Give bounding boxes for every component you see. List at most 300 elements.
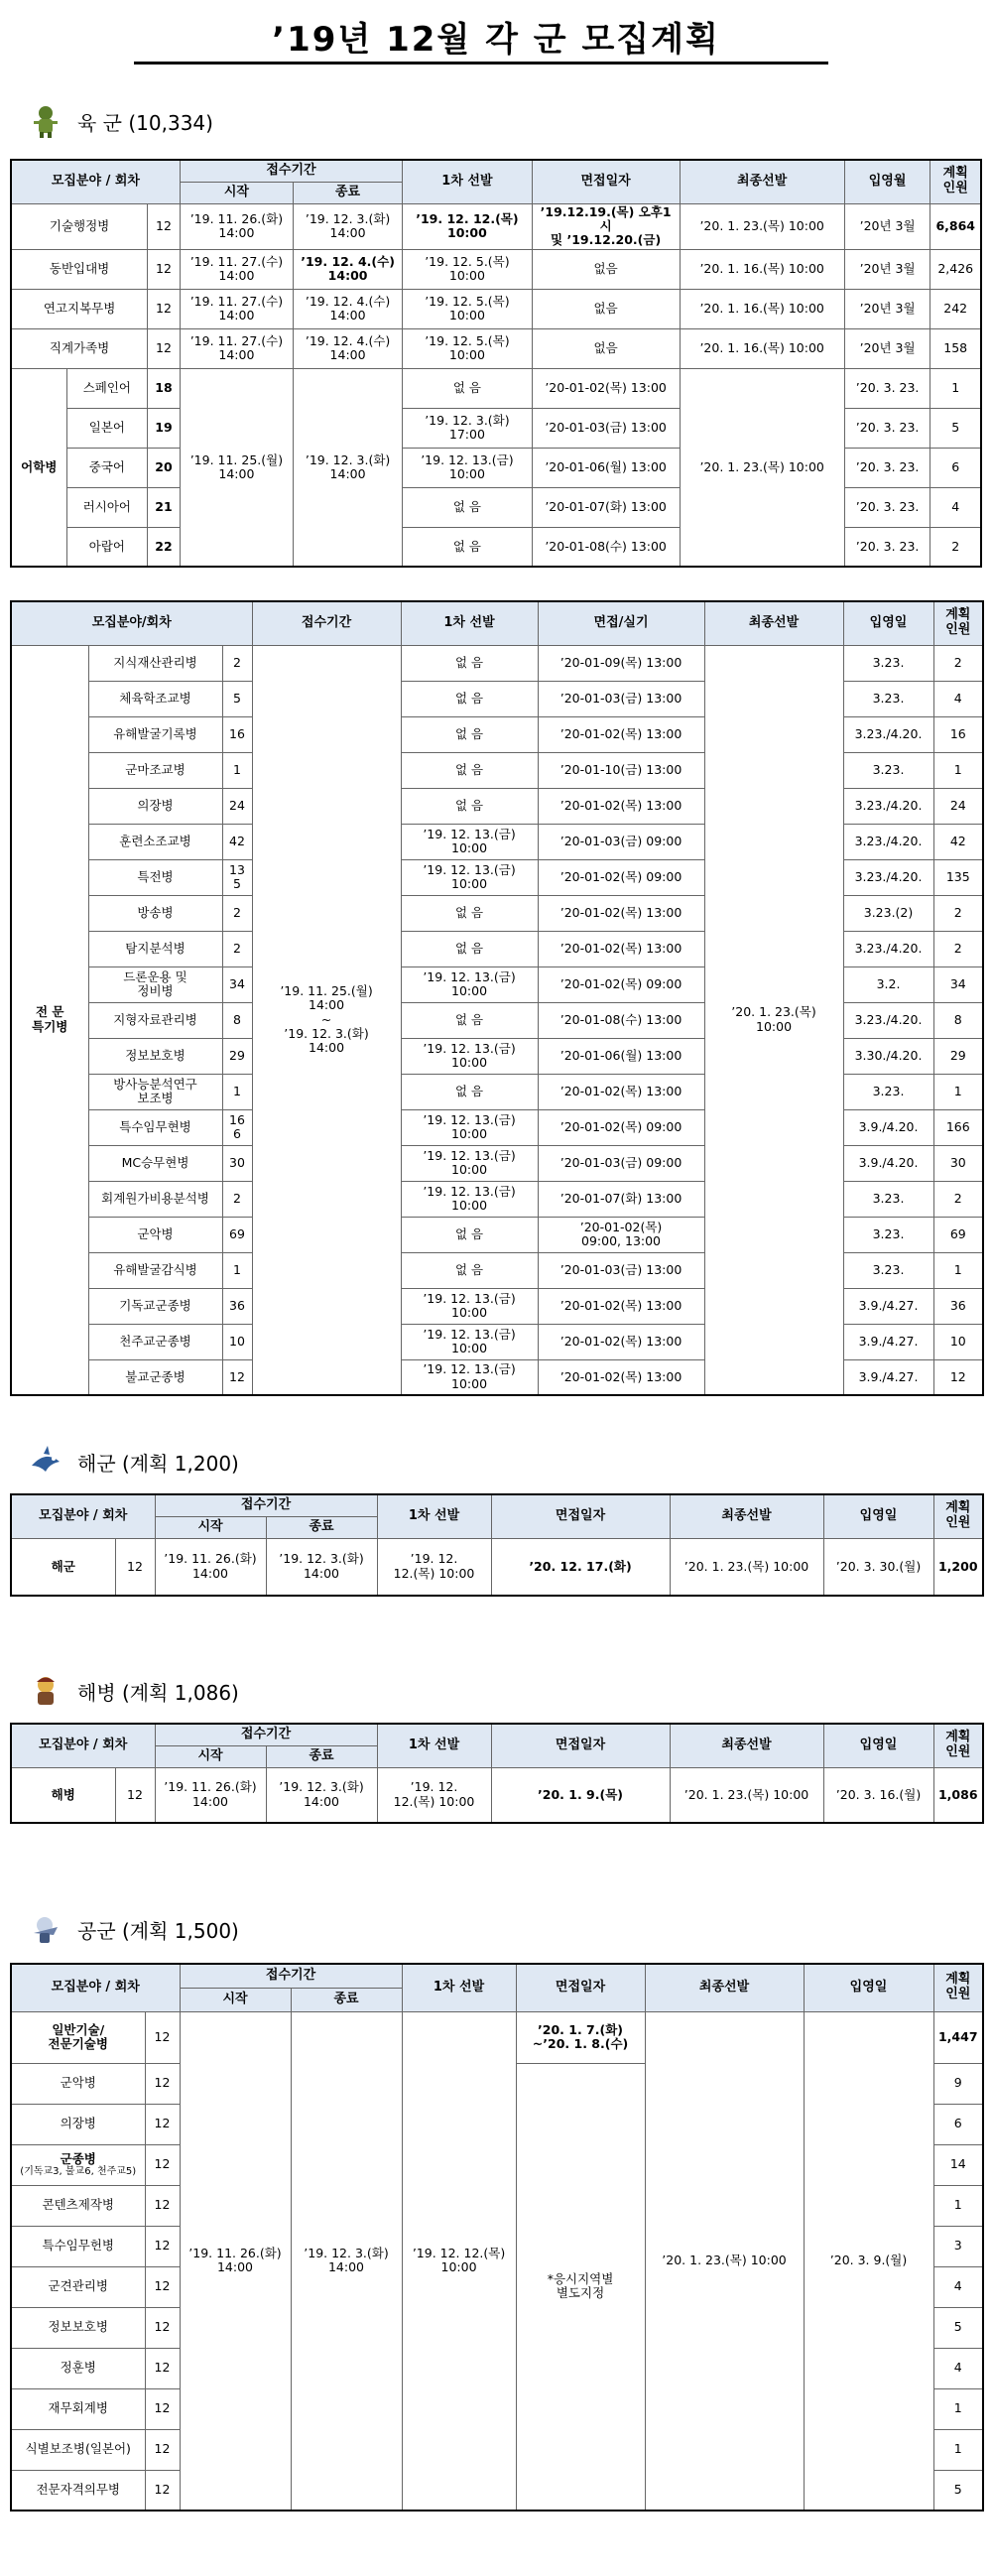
army-start: ’19. 11. 26.(화) 14:00 — [180, 203, 293, 249]
army-lang-entry: ’20. 3. 23. — [844, 368, 930, 408]
army-start: ’19. 11. 27.(수) 14:00 — [180, 328, 293, 368]
special-count: 4 — [933, 681, 983, 716]
airforce-end: ’19. 12. 3.(화) 14:00 — [291, 2011, 402, 2511]
table-row — [11, 289, 981, 328]
army-mascot-icon — [28, 103, 63, 139]
airforce-heading-label: 공군 (계획 1,500) — [77, 1918, 239, 1943]
marine-start: ’19. 11. 26.(화) 14:00 — [155, 1767, 266, 1823]
table-row — [11, 1538, 983, 1596]
special-first: ’19. 12. 13.(금) 10:00 — [401, 966, 538, 1002]
army-first: ’19. 12. 5.(목) 10:00 — [403, 249, 533, 289]
special-interview: ’20-01-06(월) 13:00 — [538, 1038, 704, 1074]
special-interview: ’20-01-08(수) 13:00 — [538, 1002, 704, 1038]
special-first: 없 음 — [401, 645, 538, 681]
special-entry: 3.2. — [843, 966, 933, 1002]
airforce-round: 12 — [145, 2063, 180, 2104]
marine-table — [10, 1723, 984, 1824]
airforce-round: 12 — [145, 2348, 180, 2388]
special-round: 1 — [222, 752, 252, 788]
airforce-header-interview: 면접일자 — [516, 1964, 645, 2011]
special-interview: ’20-01-02(목) 09:00 — [538, 1109, 704, 1145]
army-final: ’20. 1. 16.(목) 10:00 — [680, 289, 844, 328]
special-round: 24 — [222, 788, 252, 824]
army-lang-count: 6 — [930, 448, 981, 487]
airforce-count: 5 — [933, 2307, 983, 2348]
special-entry: 3.23./4.20. — [843, 859, 933, 895]
army-count: 158 — [930, 328, 981, 368]
marine-header-period: 접수기간 — [155, 1724, 377, 1745]
marine-header-interview: 면접일자 — [491, 1724, 670, 1767]
special-first: 없 음 — [401, 716, 538, 752]
special-first: 없 음 — [401, 1002, 538, 1038]
airforce-heading — [28, 1909, 239, 1949]
army-count: 6,864 — [930, 203, 981, 249]
special-field-name: 군마조교병 — [88, 752, 222, 788]
special-count: 30 — [933, 1145, 983, 1181]
special-count: 69 — [933, 1217, 983, 1252]
special-first: ’19. 12. 13.(금) 10:00 — [401, 1359, 538, 1395]
navy-count: 1,200 — [933, 1538, 983, 1596]
airforce-count: 9 — [933, 2063, 983, 2104]
marine-field: 해병 — [11, 1767, 115, 1823]
special-first: ’19. 12. 13.(금) 10:00 — [401, 1324, 538, 1359]
special-first: ’19. 12. 13.(금) 10:00 — [401, 824, 538, 859]
special-round: 2 — [222, 1181, 252, 1217]
header-first: 1차 선발 — [403, 160, 533, 203]
airforce-round: 12 — [145, 2011, 180, 2063]
airforce-field-label: 군견관리병 — [48, 2278, 108, 2294]
special-header-interview: 면접/실기 — [538, 601, 704, 645]
special-entry: 3.9./4.20. — [843, 1145, 933, 1181]
airforce-field-name — [11, 2470, 145, 2511]
army-count: 242 — [930, 289, 981, 328]
special-count: 2 — [933, 895, 983, 931]
special-interview: ’20-01-02(목) 13:00 — [538, 1359, 704, 1395]
navy-start: ’19. 11. 26.(화) 14:00 — [155, 1538, 266, 1596]
airforce-field-name — [11, 2388, 145, 2429]
army-lang-final: ’20. 1. 23.(목) 10:00 — [680, 368, 844, 567]
airforce-header-end: 종료 — [291, 1988, 402, 2011]
marine-header-field: 모집분야 / 회차 — [11, 1724, 155, 1767]
marine-header-entry: 입영일 — [823, 1724, 933, 1767]
special-entry: 3.23. — [843, 1181, 933, 1217]
marine-heading-label: 해병 (계획 1,086) — [77, 1680, 239, 1705]
special-round: 1 — [222, 1074, 252, 1109]
airforce-round: 12 — [145, 2388, 180, 2429]
special-entry: 3.23. — [843, 645, 933, 681]
army-lang-entry: ’20. 3. 23. — [844, 448, 930, 487]
special-round: 16 6 — [222, 1109, 252, 1145]
table-row — [11, 203, 981, 249]
special-header-period: 접수기간 — [252, 601, 401, 645]
marine-header-end: 종료 — [266, 1745, 377, 1767]
airforce-field-label: 콘텐츠제작병 — [42, 2197, 114, 2213]
army-interview: 없음 — [532, 249, 680, 289]
army-lang-interview: ’20-01-07(화) 13:00 — [532, 487, 680, 527]
army-lang-round: 20 — [148, 448, 181, 487]
special-count: 24 — [933, 788, 983, 824]
marine-final: ’20. 1. 23.(목) 10:00 — [670, 1767, 823, 1823]
navy-header-final: 최종선발 — [670, 1494, 823, 1538]
special-header-first: 1차 선발 — [401, 601, 538, 645]
special-round: 13 5 — [222, 859, 252, 895]
navy-entry: ’20. 3. 30.(월) — [823, 1538, 933, 1596]
airforce-field-name — [11, 2063, 145, 2104]
army-field-name: 동반입대병 — [11, 249, 148, 289]
header-field: 모집분야 / 회차 — [11, 160, 180, 203]
header-end: 종료 — [294, 182, 403, 203]
special-entry: 3.23. — [843, 1252, 933, 1288]
army-field-name: 기술행정병 — [11, 203, 148, 249]
special-first: 없 음 — [401, 788, 538, 824]
airforce-field-label: 재무회계병 — [48, 2400, 108, 2416]
special-interview: ’20-01-03(금) 13:00 — [538, 1252, 704, 1288]
army-lang-group: 어학병 — [11, 368, 66, 567]
army-lang-name: 아랍어 — [66, 527, 148, 567]
navy-header-interview: 면접일자 — [491, 1494, 670, 1538]
army-heading-label: 육 군 (10,334) — [77, 110, 213, 135]
airforce-field-name — [11, 2011, 145, 2063]
airforce-count: 4 — [933, 2348, 983, 2388]
airforce-field-name — [11, 2348, 145, 2388]
army-interview: 없음 — [532, 328, 680, 368]
navy-table — [10, 1493, 984, 1597]
special-group: 전 문 특기병 — [11, 645, 88, 1395]
navy-mascot-icon — [28, 1444, 63, 1480]
special-round: 16 — [222, 716, 252, 752]
army-round: 12 — [148, 203, 181, 249]
special-entry: 3.23./4.20. — [843, 788, 933, 824]
airforce-count: 1,447 — [933, 2011, 983, 2063]
special-field-name: 방사능분석연구 보조병 — [88, 1074, 222, 1109]
special-field-name: 회계원가비용분석병 — [88, 1181, 222, 1217]
special-entry: 3.23. — [843, 1217, 933, 1252]
marine-heading — [28, 1671, 239, 1711]
army-final: ’20. 1. 23.(목) 10:00 — [680, 203, 844, 249]
airforce-field-label: 정보보호병 — [48, 2319, 108, 2335]
special-entry: 3.23./4.20. — [843, 716, 933, 752]
special-field-name: 군악병 — [88, 1217, 222, 1252]
army-lang-interview: ’20-01-08(수) 13:00 — [532, 527, 680, 567]
special-interview: ’20-01-03(금) 09:00 — [538, 1145, 704, 1181]
navy-header-entry: 입영일 — [823, 1494, 933, 1538]
army-field-name: 직계가족병 — [11, 328, 148, 368]
army-start: ’19. 11. 27.(수) 14:00 — [180, 289, 293, 328]
airforce-field-label: 전문자격의무병 — [36, 2482, 121, 2498]
airforce-count: 5 — [933, 2470, 983, 2511]
airforce-field-label: 의장병 — [60, 2116, 96, 2131]
airforce-entry: ’20. 3. 9.(월) — [804, 2011, 933, 2511]
army-round: 12 — [148, 249, 181, 289]
airforce-round: 12 — [145, 2226, 180, 2266]
special-count: 1 — [933, 752, 983, 788]
special-header-count: 계획 인원 — [933, 601, 983, 645]
navy-heading — [28, 1442, 239, 1481]
special-interview: ’20-01-02(목) 09:00 — [538, 859, 704, 895]
army-lang-round: 21 — [148, 487, 181, 527]
special-round: 12 — [222, 1359, 252, 1395]
special-round: 2 — [222, 645, 252, 681]
special-first: 없 음 — [401, 931, 538, 966]
special-first: 없 음 — [401, 681, 538, 716]
airforce-header-entry: 입영일 — [804, 1964, 933, 2011]
navy-field: 해군 — [11, 1538, 115, 1596]
navy-header-count: 계획 인원 — [933, 1494, 983, 1538]
airforce-round: 12 — [145, 2429, 180, 2470]
special-field-name: 의장병 — [88, 788, 222, 824]
airforce-count: 1 — [933, 2185, 983, 2226]
army-round: 12 — [148, 289, 181, 328]
army-lang-name: 러시아어 — [66, 487, 148, 527]
airforce-round: 12 — [145, 2470, 180, 2511]
special-round: 2 — [222, 931, 252, 966]
army-lang-count: 4 — [930, 487, 981, 527]
marine-first: ’19. 12. 12.(목) 10:00 — [377, 1767, 491, 1823]
header-count: 계획 인원 — [930, 160, 981, 203]
special-first: ’19. 12. 13.(금) 10:00 — [401, 1145, 538, 1181]
special-count: 8 — [933, 1002, 983, 1038]
navy-round: 12 — [115, 1538, 155, 1596]
special-field-name: 지식재산관리병 — [88, 645, 222, 681]
special-round: 34 — [222, 966, 252, 1002]
special-field-name: 유해발굴감식병 — [88, 1252, 222, 1288]
special-field-name: 방송병 — [88, 895, 222, 931]
special-first: 없 음 — [401, 1074, 538, 1109]
army-final: ’20. 1. 16.(목) 10:00 — [680, 328, 844, 368]
airforce-header-field: 모집분야 / 회차 — [11, 1964, 180, 2011]
header-final: 최종선발 — [680, 160, 844, 203]
special-count: 2 — [933, 931, 983, 966]
navy-header-first: 1차 선발 — [377, 1494, 491, 1538]
airforce-start: ’19. 11. 26.(화) 14:00 — [180, 2011, 291, 2511]
title-underline — [134, 62, 828, 64]
special-interview: ’20-01-02(목) 13:00 — [538, 788, 704, 824]
table-row — [11, 645, 983, 681]
special-round: 42 — [222, 824, 252, 859]
special-count: 2 — [933, 645, 983, 681]
special-entry: 3.23. — [843, 681, 933, 716]
army-lang-first: ’19. 12. 3.(화) 17:00 — [403, 408, 533, 448]
airforce-table — [10, 1963, 984, 2512]
airforce-count: 4 — [933, 2266, 983, 2307]
header-interview: 면접일자 — [532, 160, 680, 203]
marine-count: 1,086 — [933, 1767, 983, 1823]
army-lang-interview: ’20-01-06(월) 13:00 — [532, 448, 680, 487]
airforce-field-name — [11, 2104, 145, 2144]
special-count: 1 — [933, 1074, 983, 1109]
special-first: 없 음 — [401, 1217, 538, 1252]
army-entry: ’20년 3월 — [844, 249, 930, 289]
special-field-name: 기독교군종병 — [88, 1288, 222, 1324]
marine-header-final: 최종선발 — [670, 1724, 823, 1767]
special-round: 8 — [222, 1002, 252, 1038]
army-lang-count: 2 — [930, 527, 981, 567]
special-header-final: 최종선발 — [704, 601, 843, 645]
special-field-name: MC승무현병 — [88, 1145, 222, 1181]
special-interview: ’20-01-02(목) 13:00 — [538, 895, 704, 931]
special-field-name: 천주교군종병 — [88, 1324, 222, 1359]
airforce-field-name — [11, 2144, 145, 2185]
army-lang-entry: ’20. 3. 23. — [844, 408, 930, 448]
page-title: ’19년 12월 각 군 모집계획 — [272, 20, 720, 60]
navy-header-start: 시작 — [155, 1516, 266, 1538]
marine-entry: ’20. 3. 16.(월) — [823, 1767, 933, 1823]
special-entry: 3.23./4.20. — [843, 824, 933, 859]
special-entry: 3.23./4.20. — [843, 1002, 933, 1038]
navy-interview: ’20. 12. 17.(화) — [491, 1538, 670, 1596]
marine-header-first: 1차 선발 — [377, 1724, 491, 1767]
special-count: 10 — [933, 1324, 983, 1359]
navy-heading-label: 해군 (계획 1,200) — [77, 1451, 239, 1476]
airforce-round: 12 — [145, 2104, 180, 2144]
special-entry: 3.23.(2) — [843, 895, 933, 931]
airforce-header-final: 최종선발 — [645, 1964, 804, 2011]
airforce-count: 1 — [933, 2429, 983, 2470]
special-first: ’19. 12. 13.(금) 10:00 — [401, 1288, 538, 1324]
special-entry: 3.9./4.27. — [843, 1359, 933, 1395]
special-round: 10 — [222, 1324, 252, 1359]
navy-final: ’20. 1. 23.(목) 10:00 — [670, 1538, 823, 1596]
table-row — [11, 2011, 983, 2063]
army-lang-interview: ’20-01-03(금) 13:00 — [532, 408, 680, 448]
army-lang-entry: ’20. 3. 23. — [844, 527, 930, 567]
special-interview: ’20-01-02(목) 13:00 — [538, 1288, 704, 1324]
special-entry: 3.9./4.27. — [843, 1288, 933, 1324]
navy-header-end: 종료 — [266, 1516, 377, 1538]
special-field-name: 체육학조교병 — [88, 681, 222, 716]
army-lang-start: ’19. 11. 25.(월) 14:00 — [180, 368, 293, 567]
table-row — [11, 1767, 983, 1823]
special-count: 34 — [933, 966, 983, 1002]
special-first: 없 음 — [401, 895, 538, 931]
army-entry: ’20년 3월 — [844, 203, 930, 249]
airforce-field-label: 식별보조병(일본어) — [25, 2441, 131, 2457]
army-end: ’19. 12. 4.(수) 14:00 — [294, 289, 403, 328]
navy-header-field: 모집분야 / 회차 — [11, 1494, 155, 1538]
airforce-interview-rest: *응시지역별 별도지정 — [516, 2063, 645, 2511]
army-lang-interview: ’20-01-02(목) 13:00 — [532, 368, 680, 408]
special-interview: ’20-01-02(목) 13:00 — [538, 716, 704, 752]
army-lang-end: ’19. 12. 3.(화) 14:00 — [294, 368, 403, 567]
airforce-round: 12 — [145, 2266, 180, 2307]
airforce-field-sub: (기독교3, 불교6, 천주교5) — [20, 2165, 137, 2177]
army-field-name: 연고지복무병 — [11, 289, 148, 328]
special-interview: ’20-01-09(목) 13:00 — [538, 645, 704, 681]
marine-header-start: 시작 — [155, 1745, 266, 1767]
special-field-name: 특전병 — [88, 859, 222, 895]
special-field-name: 정보보호병 — [88, 1038, 222, 1074]
army-lang-entry: ’20. 3. 23. — [844, 487, 930, 527]
army-end: ’19. 12. 3.(화) 14:00 — [294, 203, 403, 249]
special-interview: ’20-01-03(금) 09:00 — [538, 824, 704, 859]
special-interview: ’20-01-02(목) 09:00 — [538, 966, 704, 1002]
special-round: 69 — [222, 1217, 252, 1252]
table-row — [11, 249, 981, 289]
army-round: 12 — [148, 328, 181, 368]
airforce-field-label: 군악병 — [60, 2075, 96, 2091]
army-lang-round: 18 — [148, 368, 181, 408]
airforce-field-label: 일반기술/ 전문기술병 — [48, 2021, 108, 2051]
special-interview: ’20-01-02(목) 09:00, 13:00 — [538, 1217, 704, 1252]
airforce-header-count: 계획 인원 — [933, 1964, 983, 2011]
table-row — [11, 368, 981, 408]
army-interview: 없음 — [532, 289, 680, 328]
header-entry: 입영월 — [844, 160, 930, 203]
special-entry: 3.23. — [843, 1074, 933, 1109]
airforce-round: 12 — [145, 2185, 180, 2226]
header-period: 접수기간 — [180, 160, 402, 182]
special-entry: 3.30./4.20. — [843, 1038, 933, 1074]
special-field-name: 탐지분석병 — [88, 931, 222, 966]
special-round: 36 — [222, 1288, 252, 1324]
special-round: 30 — [222, 1145, 252, 1181]
airforce-first: ’19. 12. 12.(목) 10:00 — [402, 2011, 516, 2511]
special-interview: ’20-01-02(목) 13:00 — [538, 1324, 704, 1359]
special-interview: ’20-01-07(화) 13:00 — [538, 1181, 704, 1217]
army-final: ’20. 1. 16.(목) 10:00 — [680, 249, 844, 289]
airforce-round: 12 — [145, 2307, 180, 2348]
special-entry: 3.23. — [843, 752, 933, 788]
marine-end: ’19. 12. 3.(화) 14:00 — [266, 1767, 377, 1823]
special-header-entry: 입영일 — [843, 601, 933, 645]
special-field-name: 훈련소조교병 — [88, 824, 222, 859]
navy-header-period: 접수기간 — [155, 1494, 377, 1516]
marine-mascot-icon — [28, 1673, 63, 1709]
army-first: ’19. 12. 12.(목) 10:00 — [403, 203, 533, 249]
army-first: ’19. 12. 5.(목) 10:00 — [403, 328, 533, 368]
special-first: ’19. 12. 13.(금) 10:00 — [401, 1181, 538, 1217]
army-interview: ’19.12.19.(목) 오후1시 및 ’19.12.20.(금) — [532, 203, 680, 249]
airforce-field-name — [11, 2266, 145, 2307]
army-lang-count: 5 — [930, 408, 981, 448]
marine-interview: ’20. 1. 9.(목) — [491, 1767, 670, 1823]
army-entry: ’20년 3월 — [844, 328, 930, 368]
army-first: ’19. 12. 5.(목) 10:00 — [403, 289, 533, 328]
navy-end: ’19. 12. 3.(화) 14:00 — [266, 1538, 377, 1596]
table-row — [11, 328, 981, 368]
special-entry: 3.23./4.20. — [843, 931, 933, 966]
army-lang-round: 22 — [148, 527, 181, 567]
special-field-name: 불교군종병 — [88, 1359, 222, 1395]
special-count: 1 — [933, 1252, 983, 1288]
special-header-field: 모집분야/회차 — [11, 601, 252, 645]
airforce-count: 1 — [933, 2388, 983, 2429]
army-lang-count: 1 — [930, 368, 981, 408]
army-end: ’19. 12. 4.(수) 14:00 — [294, 328, 403, 368]
special-round: 2 — [222, 895, 252, 931]
airforce-round: 12 — [145, 2144, 180, 2185]
army-count: 2,426 — [930, 249, 981, 289]
marine-header-count: 계획 인원 — [933, 1724, 983, 1767]
airforce-field-label: 정훈병 — [60, 2360, 96, 2376]
special-interview: ’20-01-02(목) 13:00 — [538, 1074, 704, 1109]
special-count: 36 — [933, 1288, 983, 1324]
army-lang-first: ’19. 12. 13.(금) 10:00 — [403, 448, 533, 487]
army-lang-name: 중국어 — [66, 448, 148, 487]
airforce-interview-first: ’20. 1. 7.(화) ~’20. 1. 8.(수) — [516, 2011, 645, 2063]
special-count: 16 — [933, 716, 983, 752]
special-interview: ’20-01-02(목) 13:00 — [538, 931, 704, 966]
army-lang-first: 없 음 — [403, 527, 533, 567]
airforce-header-period: 접수기간 — [180, 1964, 402, 1988]
army-lang-round: 19 — [148, 408, 181, 448]
special-first: ’19. 12. 13.(금) 10:00 — [401, 1109, 538, 1145]
airforce-header-start: 시작 — [180, 1988, 291, 2011]
army-lang-name: 일본어 — [66, 408, 148, 448]
special-round: 1 — [222, 1252, 252, 1288]
special-first: 없 음 — [401, 752, 538, 788]
special-field-name: 드론운용 및 정비병 — [88, 966, 222, 1002]
